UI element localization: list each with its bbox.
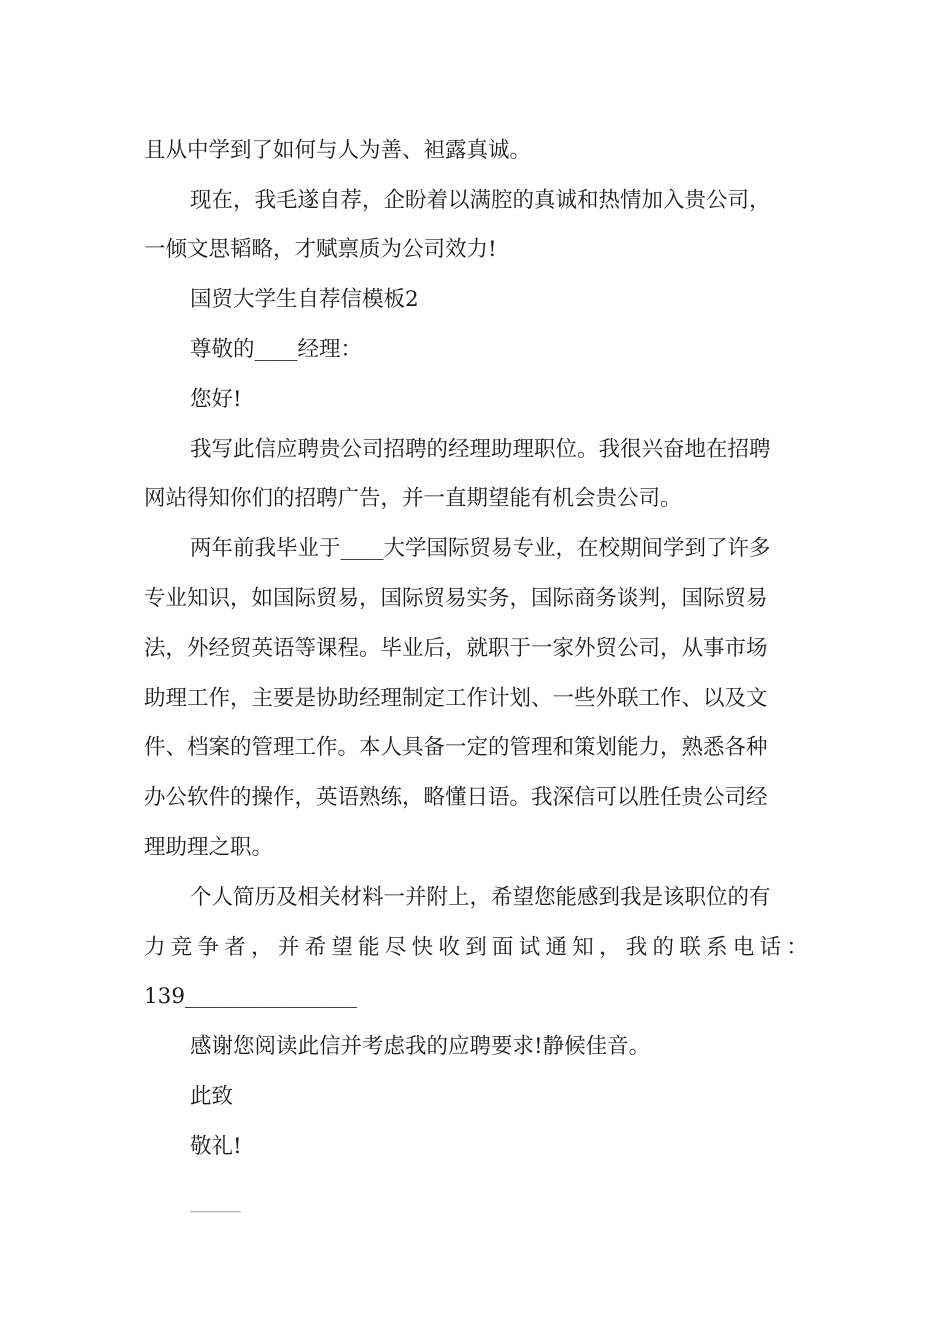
glyph: 联 — [679, 935, 701, 960]
glyph: 收 — [438, 935, 460, 960]
glyph: 话 — [759, 935, 782, 960]
glyph: 力 — [144, 935, 166, 960]
closing-line-1: 此致 — [190, 1084, 234, 1109]
glyph: 到 — [465, 935, 487, 960]
glyph: 竞 — [170, 935, 193, 960]
text-line-15: 理助理之职。 — [144, 835, 274, 860]
glyph: 试 — [518, 935, 541, 960]
text-line-19: 感谢您阅读此信并考虑我的应聘要求!静候佳音。 — [190, 1034, 651, 1059]
glyph: ， — [599, 935, 621, 960]
glyph: 望 — [331, 935, 353, 960]
glyph: 的 — [652, 935, 675, 960]
salutation: 尊敬的____经理： — [190, 337, 363, 362]
text-line-16: 个人简历及相关材料一并附上，希望您能感到我是该职位的有 — [190, 885, 771, 910]
text-line-7: 我写此信应聘贵公司招聘的经理助理职位。我很兴奋地在招聘 — [190, 437, 771, 462]
phone-number: 139________________ — [144, 984, 358, 1009]
glyph: 系 — [706, 935, 728, 960]
text-line-1: 且从中学到了如何与人为善、袒露真诚。 — [144, 138, 532, 163]
glyph: 并 — [277, 935, 300, 960]
text-line-8: 网站得知你们的招聘广告，并一直期望能有机会贵公司。 — [144, 486, 682, 511]
text-line-2: 现在，我毛遂自荐，企盼着以满腔的真诚和热情加入贵公司， — [190, 188, 771, 213]
text-line-3: 一倾文思韬略，才赋禀质为公司效力! — [144, 237, 497, 262]
signature-line: ______ — [190, 1193, 241, 1213]
glyph: 者 — [224, 935, 246, 960]
glyph: 通 — [545, 935, 567, 960]
glyph: 快 — [411, 935, 434, 960]
glyph: 尽 — [384, 935, 407, 960]
text-line-13: 件、档案的管理工作。本人具备一定的管理和策划能力，熟悉各种 — [144, 735, 768, 760]
text-line-9: 两年前我毕业于____大学国际贸易专业，在校期间学到了许多 — [190, 536, 771, 561]
greeting: 您好! — [190, 387, 242, 412]
glyph: 电 — [732, 935, 755, 960]
text-line-12: 助理工作，主要是协助经理制定工作计划、一些外联工作、以及文 — [144, 686, 768, 711]
section-title: 国贸大学生自荐信模板2 — [190, 287, 419, 312]
text-line-14: 办公软件的操作，英语熟练，略懂日语。我深信可以胜任贵公司经 — [144, 785, 768, 810]
text-line-11: 法，外经贸英语等课程。毕业后，就职于一家外贸公司，从事市场 — [144, 636, 768, 661]
text-line-10: 专业知识，如国际贸易，国际贸易实务，国际商务谈判，国际贸易 — [144, 586, 768, 611]
glyph: ： — [786, 935, 808, 960]
glyph: 争 — [197, 935, 220, 960]
glyph: ， — [251, 935, 273, 960]
closing-line-2: 敬礼! — [190, 1134, 242, 1159]
glyph: 希 — [304, 935, 327, 960]
glyph: 能 — [358, 935, 380, 960]
text-line-17 — [144, 930, 808, 966]
glyph: 知 — [572, 935, 594, 960]
glyph: 面 — [491, 935, 514, 960]
glyph: 我 — [625, 935, 648, 960]
